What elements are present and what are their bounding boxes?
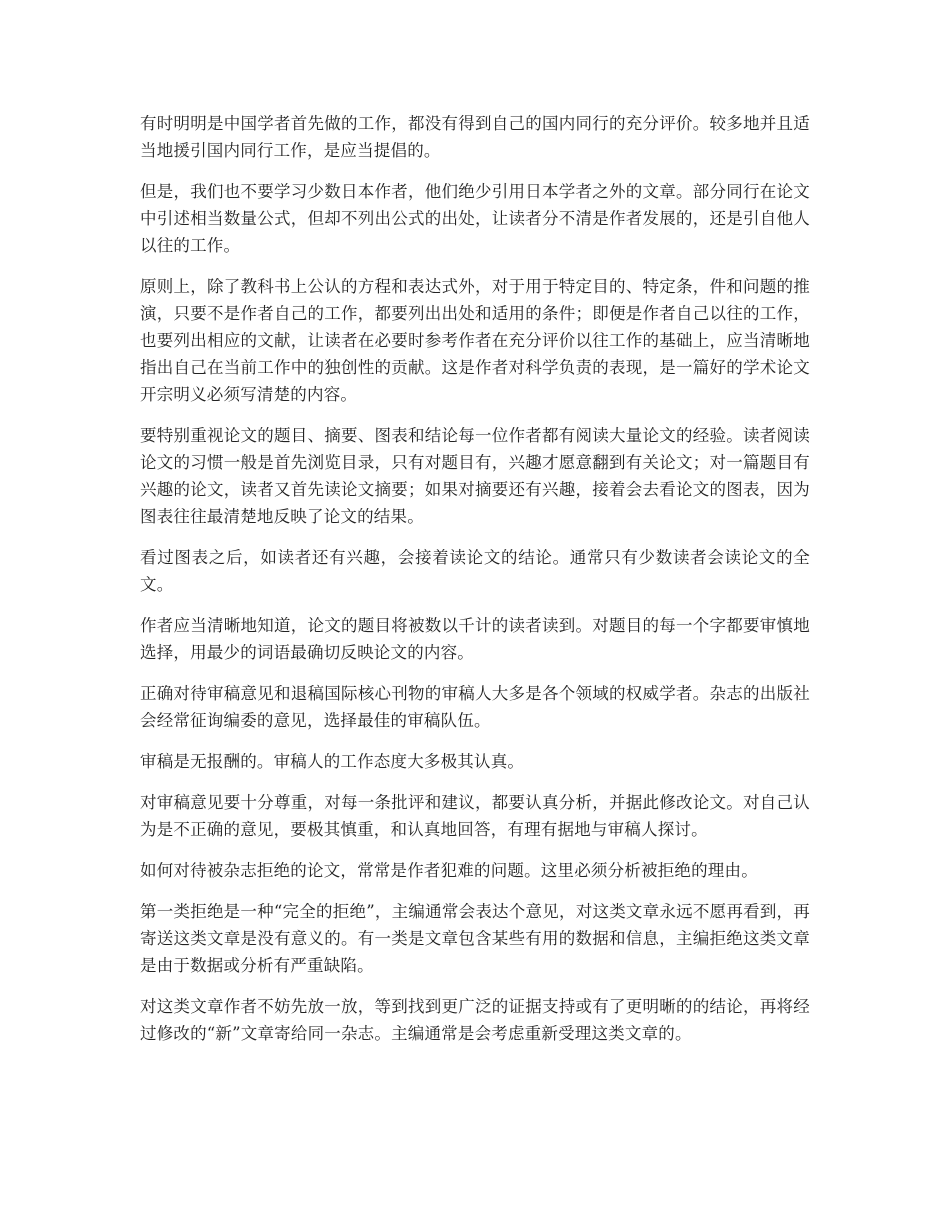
paragraph-5: 看过图表之后，如读者还有兴趣，会接着读论文的结论。通常只有少数读者会读论文的全文。: [140, 548, 810, 594]
paragraph-8: 审稿是无报酬的。审稿人的工作态度大多极其认真。: [140, 752, 525, 771]
paragraph-11: 第一类拒绝是一种“完全的拒绝”，主编通常会表达个意见，对这类文章永远不愿再看到，再寄送这类文章是没有意义的。有一类是文章包含某些有用的数据和信息，主编拒绝这类文章是由于数据或分析有严重缺陷。: [140, 902, 810, 975]
paragraph-6: 作者应当清晰地知道，论文的题目将被数以千计的读者读到。对题目的每一个字都要审慎地选择，用最少的词语最确切反映论文的内容。: [140, 616, 810, 662]
paragraph-1: 有时明明是中国学者首先做的工作，都没有得到自己的国内同行的充分评价。较多地并且适当地援引国内同行工作，是应当提倡的。: [140, 114, 810, 160]
paragraph-7: 正确对待审稿意见和退稿国际核心刊物的审稿人大多是各个领域的权威学者。杂志的出版社会经常征询编委的意见，选择最佳的审稿队伍。: [140, 684, 810, 730]
document-body: [140, 110, 810, 1061]
paragraph-9: 对审稿意见要十分尊重，对每一条批评和建议，都要认真分析，并据此修改论文。对自己认为是不正确的意见，要极其慎重，和认真地回答，有理有据地与审稿人探讨。: [140, 793, 810, 839]
paragraph-2: 但是，我们也不要学习少数日本作者，他们绝少引用日本学者之外的文章。部分同行在论文中引述相当数量公式，但却不列出公式的出处，让读者分不清是作者发展的，还是引自他人以往的工作。: [140, 182, 810, 255]
paragraph-12: 对这类文章作者不妨先放一放，等到找到更广泛的证据支持或有了更明晰的的结论，再将经过修改的“新”文章寄给同一杂志。主编通常是会考虑重新受理这类文章的。: [140, 997, 810, 1043]
paragraph-10: 如何对待被杂志拒绝的论文，常常是作者犯难的问题。这里必须分析被拒绝的理由。: [140, 861, 758, 880]
paragraph-4: 要特别重视论文的题目、摘要、图表和结论每一位作者都有阅读大量论文的经验。读者阅读论文的习惯一般是首先浏览目录，只有对题目有，兴趣才愿意翻到有关论文；对一篇题目有兴趣的论文，读者又首先读论文摘要；如果对摘要还有兴趣，接着会去看论文的图表，因为图表往往最清楚地反映了论文的结果。: [140, 426, 810, 526]
paragraph-3: 原则上，除了教科书上公认的方程和表达式外，对于用于特定目的、特定条，件和问题的推演，只要不是作者自己的工作，都要列出出处和适用的条件；即便是作者自己以往的工作，也要列出相应的文献，让读者在必要时参考作者在充分评价以往工作的基础上，应当清晰地指出自己在当前工作中的独创性的贡献。这是作者对科学负责的表现，是一篇好的学术论文开宗明义必须写清楚的内容。: [140, 277, 810, 404]
